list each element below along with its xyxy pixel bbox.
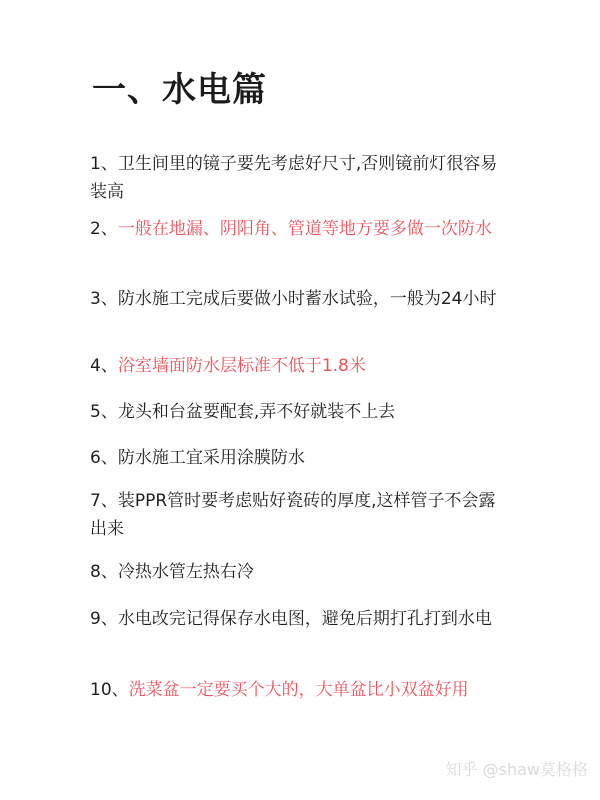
list-item [90, 285, 510, 313]
item-text: 卫生间里的镜子要先考虑好尺寸,否则镜前灯很容易装高 [90, 154, 498, 202]
zhihu-watermark: 知乎 @shaw莫格格 [445, 760, 588, 779]
item-text: 洗菜盆一定要买个大的，大单盆比小双盆好用 [128, 680, 469, 700]
item-text: 装PPR管时要考虑贴好瓷砖的厚度,这样管子不会露出来 [90, 491, 496, 539]
item-number: 6、 [90, 448, 118, 468]
list-item-highlighted [90, 352, 510, 380]
list-item [90, 487, 510, 543]
item-number: 8、 [90, 562, 118, 582]
item-number: 1、 [90, 154, 118, 174]
item-number: 10、 [90, 680, 129, 700]
item-text: 防水施工完成后要做小时蓄水试验，一般为24小时 [117, 289, 497, 309]
list-item [90, 150, 510, 206]
list-item [90, 605, 510, 633]
item-text: 一般在地漏、阴阳角、管道等地方要多做一次防水 [117, 219, 492, 239]
list-item-highlighted [90, 215, 510, 243]
item-text: 冷热水管左热右冷 [117, 562, 254, 582]
item-number: 4、 [90, 356, 118, 376]
item-number: 2、 [90, 219, 118, 239]
item-number: 5、 [90, 402, 118, 422]
list-item [90, 398, 510, 426]
list-item [90, 444, 510, 472]
item-number: 7、 [90, 491, 118, 511]
item-text: 水电改完记得保存水电图，避免后期打孔打到水电 [117, 609, 492, 629]
section-title: 一、水电篇 [92, 70, 267, 110]
item-text: 防水施工宜采用涂膜防水 [117, 448, 305, 468]
item-number: 9、 [90, 609, 118, 629]
item-text: 龙头和台盆要配套,弄不好就装不上去 [117, 402, 396, 422]
list-item [90, 558, 510, 586]
item-number: 3、 [90, 289, 118, 309]
item-text: 浴室墙面防水层标准不低于1.8米 [117, 356, 366, 376]
list-item-highlighted [90, 676, 510, 704]
